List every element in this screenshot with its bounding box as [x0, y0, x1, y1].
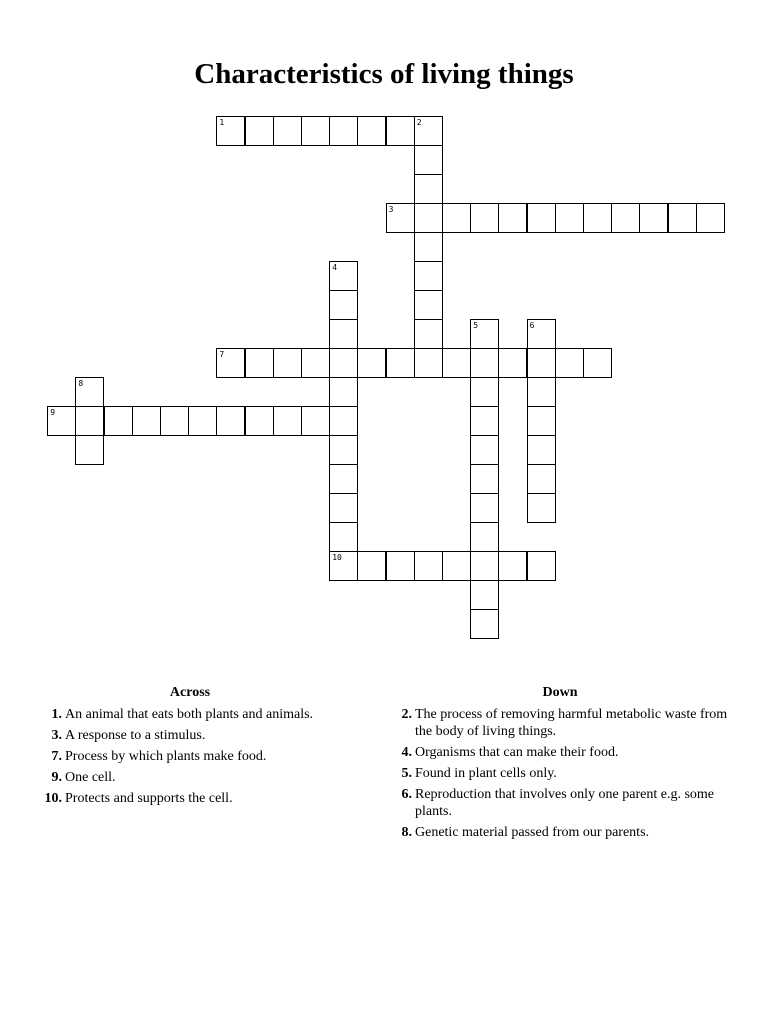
grid-cell[interactable]: [386, 116, 415, 146]
grid-cell[interactable]: [470, 609, 499, 639]
grid-cell[interactable]: [386, 551, 415, 581]
across-clue: [40, 706, 340, 723]
down-clue: [390, 744, 730, 761]
grid-cell[interactable]: [273, 348, 302, 378]
grid-cell[interactable]: [329, 261, 358, 291]
down-heading: Down: [542, 685, 578, 700]
grid-cell[interactable]: [527, 435, 556, 465]
grid-cell[interactable]: [329, 551, 358, 581]
grid-cell[interactable]: [188, 406, 217, 436]
grid-cell[interactable]: [696, 203, 725, 233]
grid-cell[interactable]: [329, 406, 358, 436]
down-clue: [390, 824, 730, 841]
cell-number: 1: [219, 118, 225, 127]
grid-cell[interactable]: [329, 348, 358, 378]
clue-number: 9.: [51, 770, 62, 785]
grid-cell[interactable]: [611, 203, 640, 233]
grid-cell[interactable]: [639, 203, 668, 233]
across-clue: [40, 790, 340, 807]
clue-text: Found in plant cells only.: [415, 766, 557, 781]
grid-cell[interactable]: [245, 406, 274, 436]
grid-cell[interactable]: [329, 290, 358, 320]
cell-number: 10: [332, 553, 342, 562]
grid-cell[interactable]: [414, 232, 443, 262]
down-clue: [390, 765, 730, 782]
grid-cell[interactable]: [414, 174, 443, 204]
grid-cell[interactable]: [470, 464, 499, 494]
down-clue: [390, 786, 730, 820]
grid-cell[interactable]: [555, 203, 584, 233]
grid-cell[interactable]: [470, 203, 499, 233]
grid-cell[interactable]: [583, 203, 612, 233]
grid-cell[interactable]: [527, 348, 556, 378]
grid-cell[interactable]: [414, 261, 443, 291]
grid-cell[interactable]: [216, 406, 245, 436]
grid-cell[interactable]: [527, 377, 556, 407]
grid-cell[interactable]: [329, 377, 358, 407]
page-title: Characteristics of living things: [194, 58, 574, 90]
grid-cell[interactable]: [527, 464, 556, 494]
grid-cell[interactable]: [470, 348, 499, 378]
grid-cell[interactable]: [527, 203, 556, 233]
grid-cell[interactable]: [245, 348, 274, 378]
grid-cell[interactable]: [75, 435, 104, 465]
clue-text: A response to a stimulus.: [65, 728, 206, 743]
grid-cell[interactable]: [555, 348, 584, 378]
grid-cell[interactable]: [216, 348, 245, 378]
clue-number: 6.: [401, 787, 412, 802]
grid-cell[interactable]: [470, 580, 499, 610]
grid-cell[interactable]: [357, 348, 386, 378]
across-clue: [40, 769, 340, 786]
across-clue: [40, 727, 340, 744]
grid-cell[interactable]: [273, 116, 302, 146]
cell-number: 7: [219, 350, 225, 359]
clue-text: The process of removing harmful metabolic waste from the body of living things.: [415, 707, 728, 739]
grid-cell[interactable]: [527, 493, 556, 523]
grid-cell[interactable]: [132, 406, 161, 436]
grid-cell[interactable]: [329, 522, 358, 552]
grid-cell[interactable]: [160, 406, 189, 436]
grid-cell[interactable]: [329, 116, 358, 146]
grid-cell[interactable]: [470, 551, 499, 581]
grid-cell[interactable]: [329, 493, 358, 523]
down-clues: [390, 685, 730, 845]
grid-cell[interactable]: [414, 203, 443, 233]
clue-number: 8.: [401, 825, 412, 840]
down-clue: [390, 706, 730, 740]
grid-cell[interactable]: [527, 319, 556, 349]
clue-number: 3.: [51, 728, 62, 743]
grid-cell[interactable]: [386, 203, 415, 233]
clue-number: 7.: [51, 749, 62, 764]
clue-number: 2.: [401, 707, 412, 722]
clue-text: Reproduction that involves only one parent e.g. some plants.: [415, 787, 714, 819]
grid-cell[interactable]: [329, 435, 358, 465]
grid-cell[interactable]: [245, 116, 274, 146]
grid-cell[interactable]: [216, 116, 245, 146]
grid-cell[interactable]: [668, 203, 697, 233]
clue-number: 1.: [51, 707, 62, 722]
grid-cell[interactable]: [47, 406, 76, 436]
clue-text: Genetic material passed from our parents.: [415, 825, 650, 840]
across-clues: [40, 685, 340, 811]
grid-cell[interactable]: [301, 116, 330, 146]
cell-number: 2: [416, 118, 422, 127]
grid-cell[interactable]: [273, 406, 302, 436]
grid-cell[interactable]: [470, 377, 499, 407]
across-clue: [40, 748, 340, 765]
grid-cell[interactable]: [470, 493, 499, 523]
grid-cell[interactable]: [329, 464, 358, 494]
grid-cell[interactable]: [104, 406, 133, 436]
grid-cell[interactable]: [357, 551, 386, 581]
cell-number: 3: [388, 205, 394, 214]
cell-number: 5: [473, 321, 479, 330]
grid-cell[interactable]: [498, 551, 527, 581]
grid-cell[interactable]: [470, 319, 499, 349]
clue-number: 5.: [401, 766, 412, 781]
grid-cell[interactable]: [470, 435, 499, 465]
grid-cell[interactable]: [414, 319, 443, 349]
grid-cell[interactable]: [414, 116, 443, 146]
grid-cell[interactable]: [414, 145, 443, 175]
grid-cell[interactable]: [301, 406, 330, 436]
grid-cell[interactable]: [414, 290, 443, 320]
grid-cell[interactable]: [442, 348, 471, 378]
clue-text: Organisms that can make their food.: [415, 745, 619, 760]
grid-cell[interactable]: [470, 522, 499, 552]
cell-number: 8: [78, 379, 84, 388]
clue-text: Protects and supports the cell.: [65, 791, 233, 806]
grid-cell[interactable]: [329, 319, 358, 349]
grid-cell[interactable]: [357, 116, 386, 146]
grid-cell[interactable]: [75, 377, 104, 407]
clue-text: Process by which plants make food.: [65, 749, 267, 764]
clue-number: 4.: [401, 745, 412, 760]
grid-cell[interactable]: [442, 203, 471, 233]
grid-cell[interactable]: [498, 203, 527, 233]
clue-text: One cell.: [65, 770, 116, 785]
cell-number: 9: [50, 408, 56, 417]
cell-number: 6: [529, 321, 535, 330]
across-heading: Across: [169, 685, 211, 700]
grid-cell[interactable]: [386, 348, 415, 378]
clue-number: 10.: [44, 791, 62, 806]
grid-cell[interactable]: [75, 406, 104, 436]
grid-cell[interactable]: [470, 406, 499, 436]
cell-number: 4: [332, 263, 338, 272]
clue-text: An animal that eats both plants and animals.: [65, 707, 314, 722]
grid-cell[interactable]: [301, 348, 330, 378]
grid-cell[interactable]: [414, 551, 443, 581]
grid-cell[interactable]: [527, 406, 556, 436]
grid-cell[interactable]: [414, 348, 443, 378]
grid-cell[interactable]: [442, 551, 471, 581]
grid-cell[interactable]: [583, 348, 612, 378]
grid-cell[interactable]: [527, 551, 556, 581]
grid-cell[interactable]: [498, 348, 527, 378]
